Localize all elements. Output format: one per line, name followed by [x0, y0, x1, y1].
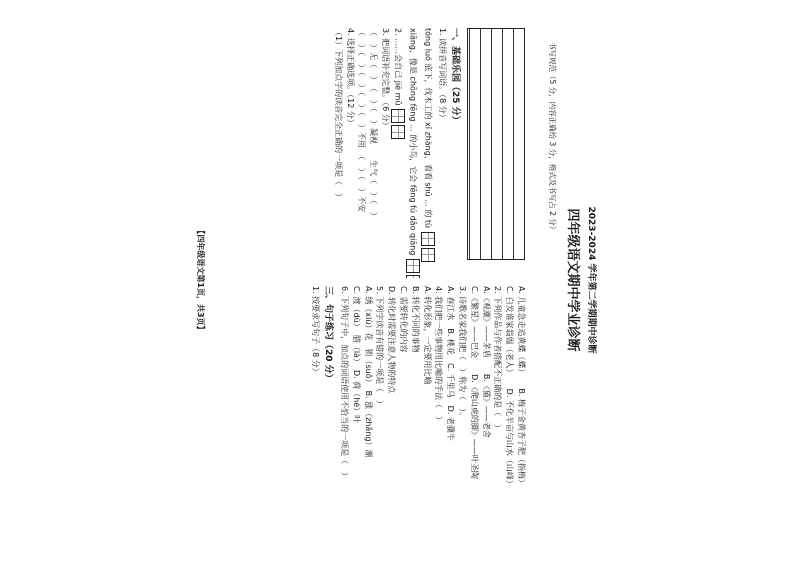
right-column [207, 286, 527, 536]
question-text: 2. ……会自己 jiē mǔ [393, 28, 403, 106]
question-line: 4. 选择正确选项。（12 分） [345, 28, 355, 127]
question-line: 1. 按要求写句子（8 分） [311, 286, 321, 376]
question-line: A. 儿童急走追黄蝶（蝶） B. 梅子金黄杏子肥（指梅） [517, 286, 526, 487]
question-line: （1）下列加点字的读音完全正确的一项是（ ） [333, 28, 343, 202]
question-line: 3. 诗歌名家我们把（ ）称为（ ）。 [458, 286, 468, 421]
question-line: A. 春江水 B. 桃花 C. 千里马 D. 老骥牛 [446, 286, 456, 441]
question-line: （ ）无（ ） （ ）（ ）凝视 生气（ ）（ ） [369, 28, 379, 220]
question-line [421, 28, 435, 278]
question-line: 2. 下列作品与作者搭配不正确的是（ ） [493, 286, 503, 433]
question-line: 3. 把词语补充完整。（6 分） [381, 28, 391, 130]
question-line: C. 需要转化的内容 [399, 286, 409, 353]
question-line: D. 转化时需要注意人物的特点 [387, 286, 397, 394]
section-title: 三、句子练习（20 分） [323, 286, 334, 383]
question-text: tóng luó 底下，伐木工的 xī zhàng，看看 shū ... 的 tù [423, 28, 433, 229]
rotated-page [197, 20, 597, 540]
question-line: 5. 下列字读音有错的一项是（ ） [375, 286, 385, 409]
question-line: A.《观潮》——茅盾 B.《猫》——老舍 [481, 286, 491, 438]
question-line: 6. 下列句子中，加点的词语使用不恰当的一项是（ ） [340, 286, 350, 481]
section-title: 一、基础乐园（25 分） [450, 28, 460, 125]
question-text: xiāng，像是 chōng fēng ... 的小鸟，它会 fēng fú dǎo qiāng [408, 28, 418, 256]
question-line: 1. 读拼音写词语。（8 分） [437, 28, 447, 122]
question-line: （ ）（ ）（ ）（ ）（ ）不用 （ ）（ ）不安 [357, 28, 367, 212]
question-line: C. 渡（dù） 腊（là） D. 荷（hé）叶 [351, 286, 361, 424]
exam-title: 四年级语文期中学业诊断 [564, 208, 580, 352]
page-footer: 【四年级语文第1页，共3页】 [196, 226, 205, 334]
question-line: 4. 我们把一些事物用比喻的手法（ ） [434, 286, 444, 425]
handwriting-grid [467, 28, 525, 260]
exam-subtitle: 2023-2024 学年第二学期期中诊断 [586, 206, 596, 354]
writing-box [391, 109, 405, 123]
left-column [207, 28, 527, 278]
exam-instruction: 书写规范（5 分，内容正确给 3 分，格式及书写占 2 分） [548, 42, 558, 234]
writing-box [391, 125, 405, 139]
writing-box [406, 259, 420, 273]
question-line: B. 转化不同的事物 [410, 286, 420, 353]
writing-box [421, 232, 435, 246]
question-line: C.《繁星》——巴金 D.《爬山虎的脚》——叶圣陶 [469, 286, 479, 479]
writing-box [406, 275, 420, 278]
question-line: C. 白发谁家翁媪（老人） D. 不化半亩与山水（山峰） [505, 286, 515, 488]
question-line: A. 绣（xiù）花 锁（suǒ） B. 涨（zhǎng）潮 [363, 286, 373, 458]
question-line: A. 转化形象，一定要用比喻 [422, 286, 432, 385]
writing-box [421, 248, 435, 262]
question-line [391, 28, 405, 278]
title-block [527, 20, 597, 540]
question-line [406, 28, 420, 278]
